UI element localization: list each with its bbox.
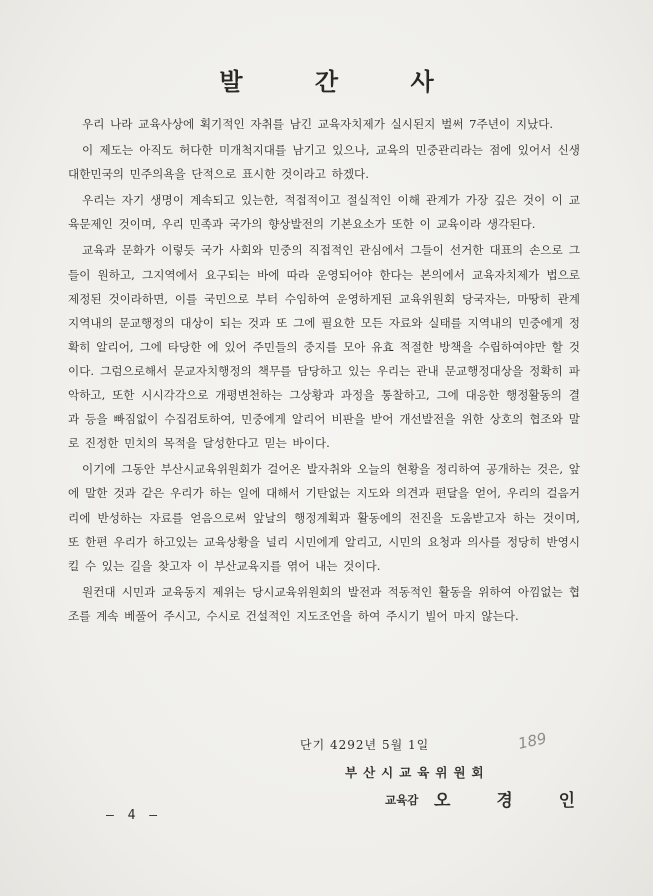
page-title: 발 간 사 — [219, 67, 466, 96]
paragraph: 우리 나라 교육사상에 획기적인 자취를 남긴 교육자치제가 실시된지 벌써 7주년이 지났다. — [82, 117, 554, 131]
organization-name: 부산시교육위원회 — [345, 765, 490, 780]
paragraph: 이기에 그동안 부산시교육위원회가 걸어온 발자취와 오늘의 현황을 정리하여 공개하는 것은, 앞에 말한 것과 같은 우리가 하는 일에 대해서 기탄없는 지도와 의견과 편달을 얻어, 우리의 걸음거리에 반성하는 자료를 얻음으로써 앞날의 행정계획과 활동에의 전진을 도움받고자 하는 것이며, 또 한편 우리가 하고있는 교육상황을 널리 시민에게 알리고, 시민의 요청과 의사를 정당히 반영시킬 수 있는 길을 찾고자 이 부산교육지를 엮어 내는 것이다. — [68, 462, 580, 573]
paragraph: 원컨대 시민과 교육동지 제위는 당시교육위원회의 발전과 적동적인 활동을 위하여 아낌없는 협조를 계속 베풀어 주시고, 수시로 건설적인 지도조언을 하여 주시기 빌어 마지 않는다. — [68, 584, 580, 623]
handwritten-note: 189 — [516, 729, 549, 753]
publication-date: 단기 4292년 5월 1일 — [300, 738, 430, 752]
signer-name: 오 경 인 — [434, 791, 596, 811]
signer-title: 교육감 — [385, 793, 419, 807]
paragraph: 이 제도는 아직도 허다한 미개척지대를 남기고 있으나, 교육의 민중관리라는 점에 있어서 신생 대한민국의 민주의욕을 단적으로 표시한 것이라고 하겠다. — [68, 143, 580, 182]
page-number: — 4 — — [106, 808, 161, 823]
paragraph: 교육과 문화가 이렇듯 국가 사회와 민중의 직접적인 관심에서 그들이 선거한 대표의 손으로 그들이 원하고, 그지역에서 요구되는 바에 따라 운영되어야 한다는 본의에서 교육자치제가 법으로 제정된 것이라하면, 이를 국민으로 부터 수임하여 운영하게된 교육위원회 당국자는, 마땅히 관계지역내의 문교행정의 대상이 되는 것과 또 그에 필요한 모든 자료와 실태를 지역내의 민중에게 정확히 알리어, 그에 타당한 에 있어 주민들의 중지를 모아 유효 적절한 방책을 수립하여야만 할 것이다. 그럼으로해서 문교자치행정의 책무를 담당하고 있는 우리는 관내 문교행정대상을 정확히 파악하고, 또한 시시각각으로 개평변천하는 그상황과 과정을 통찰하고, 그에 대응한 행정활동의 결과 등을 빠짐없이 수집검토하여, 민중에게 알리어 비판을 받어 개선발전을 위한 상호의 협조와 말로 진정한 민치의 목적을 달성한다고 믿는 바이다. — [68, 243, 580, 451]
paragraph: 우리는 자기 생명이 계속되고 있는한, 적접적이고 절실적인 이해 관계가 가장 깊은 것이 이 교육문제인 것이며, 우리 민족과 국가의 향상발전의 기본요소가 또한 이 교육이라 생각된다. — [68, 193, 580, 232]
document-body — [68, 112, 580, 630]
